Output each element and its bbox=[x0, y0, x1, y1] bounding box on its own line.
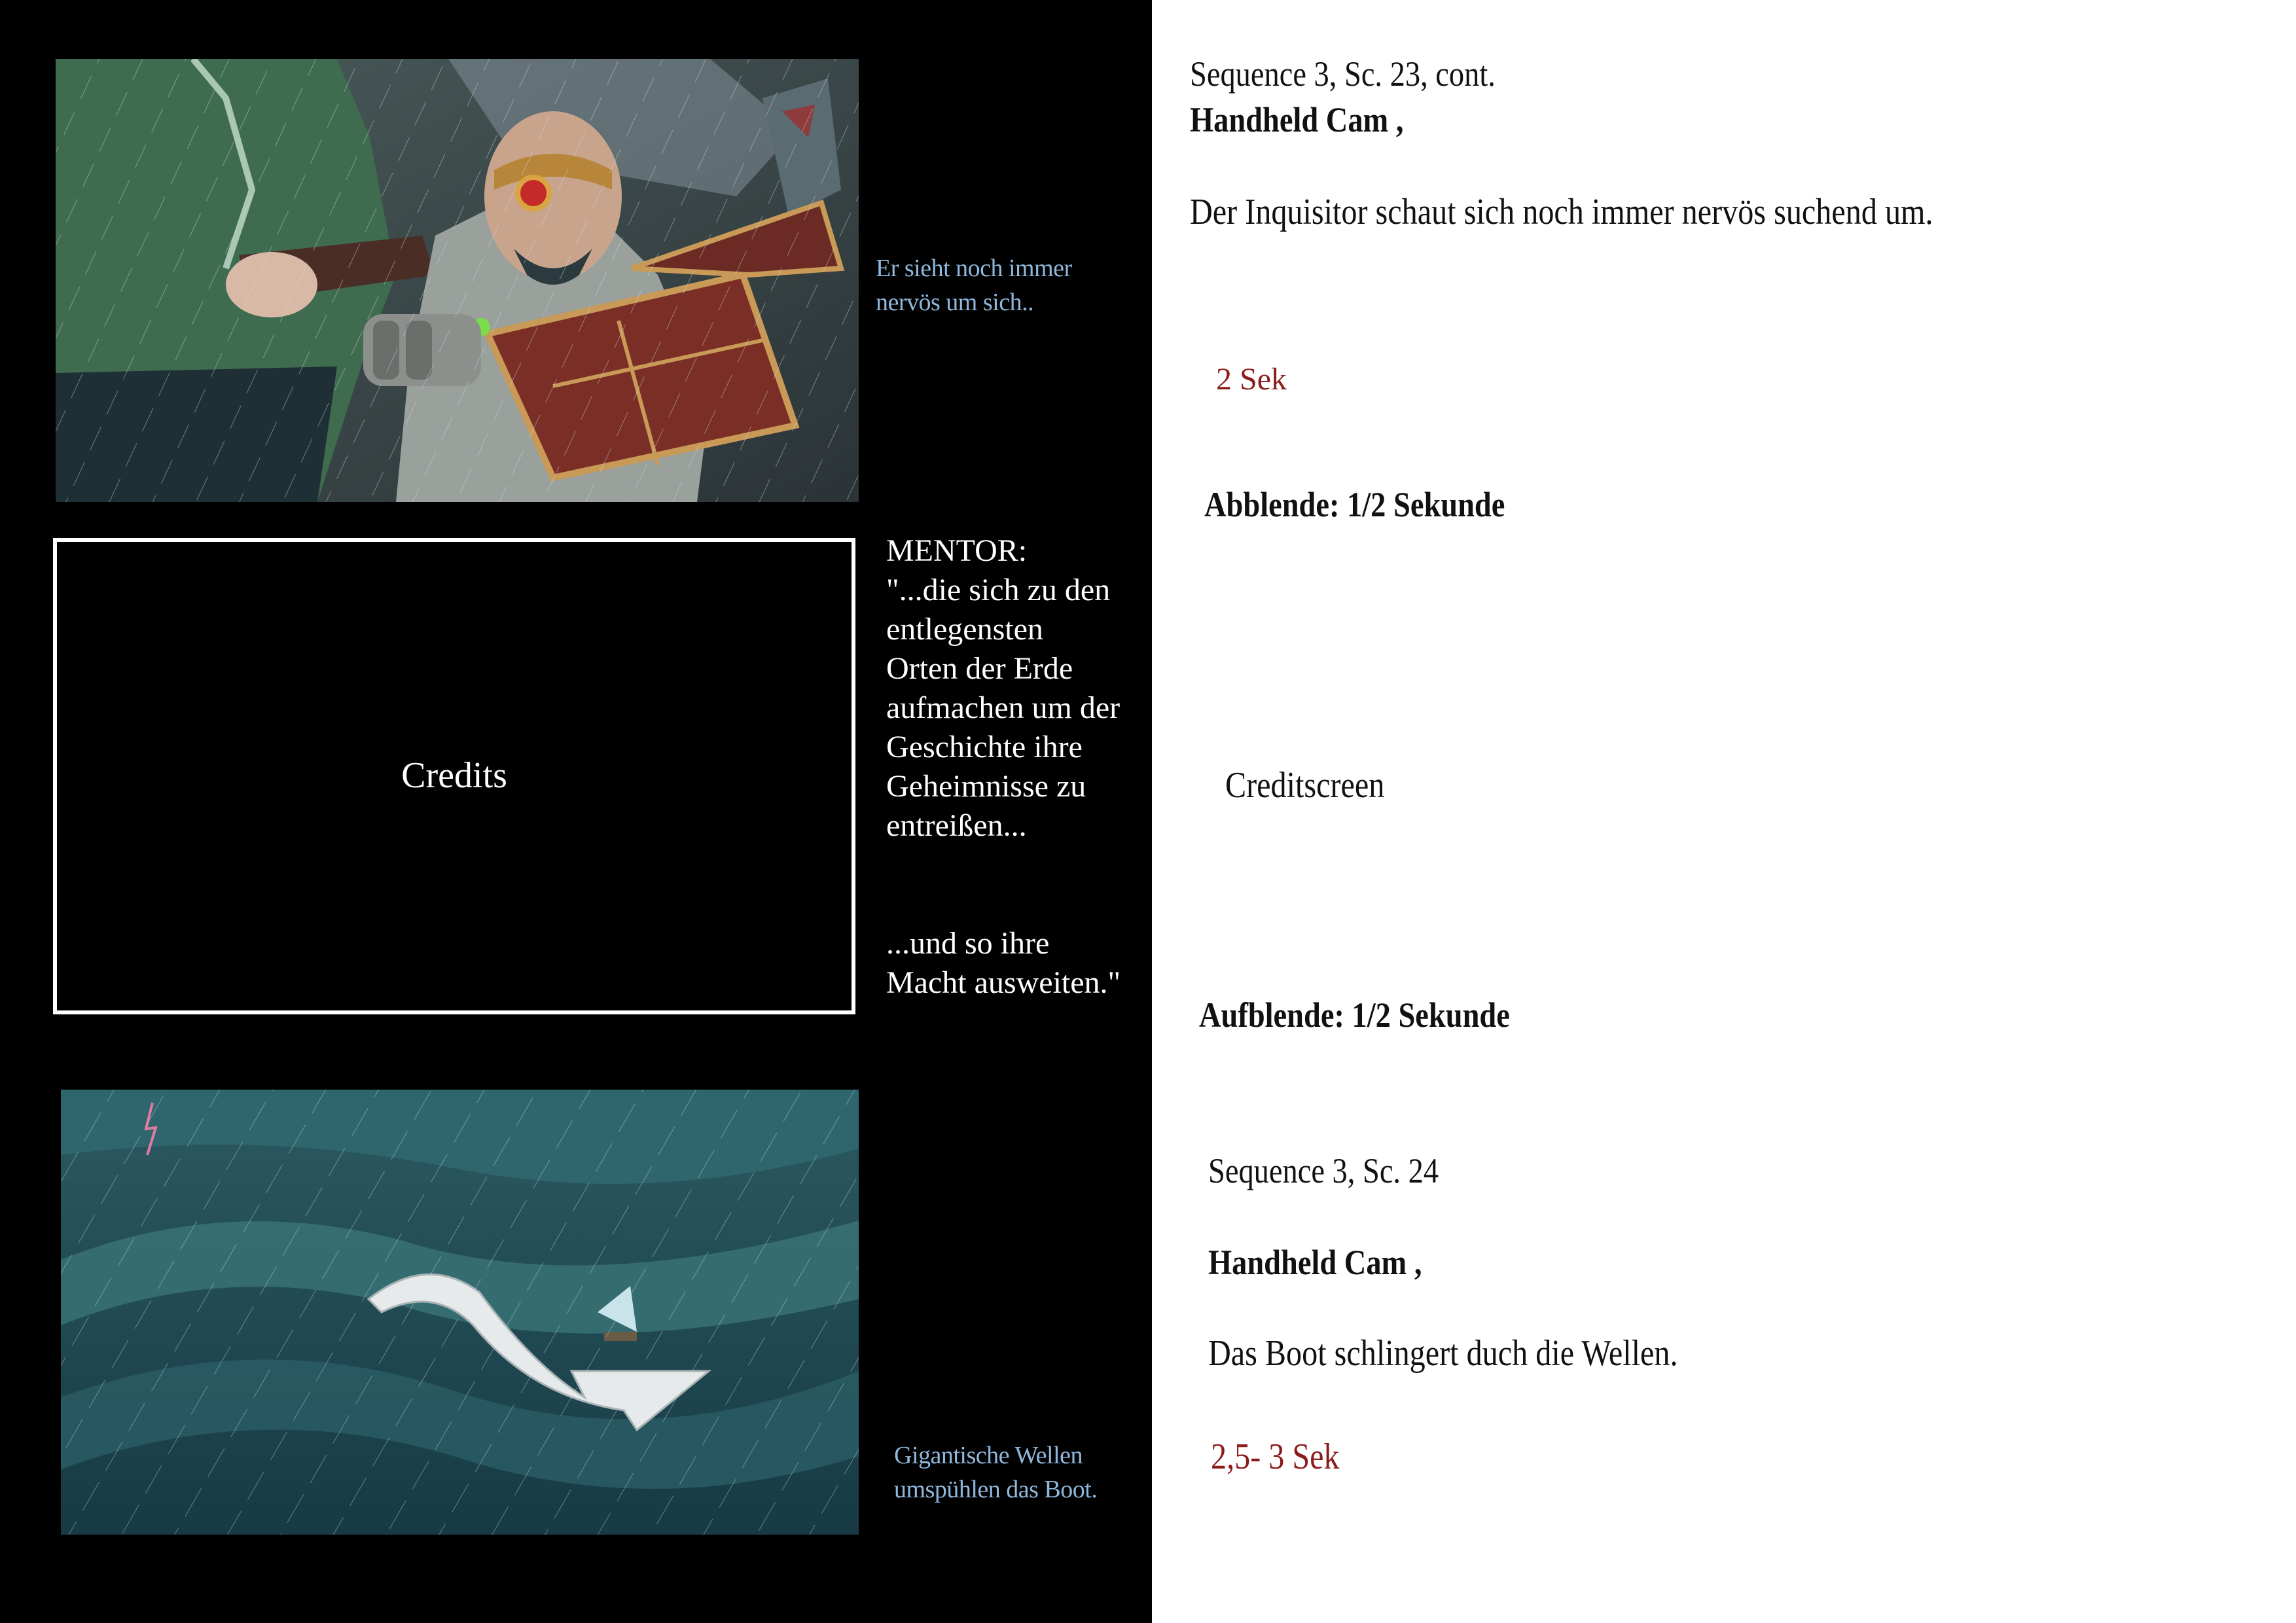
frame3-note bbox=[894, 1438, 1097, 1507]
frame1-note bbox=[876, 251, 1072, 319]
credits-label: Credits bbox=[401, 755, 507, 796]
seq24-duration: 2,5- 3 Sek bbox=[1211, 1436, 1340, 1477]
storyboard-frame-inquisitor bbox=[56, 59, 859, 502]
inquisitor-illustration bbox=[56, 59, 859, 502]
dialog-line: "...die sich zu den bbox=[886, 573, 1111, 607]
seq23-camera: Handheld Cam , bbox=[1190, 100, 1404, 139]
seq23-action: Der Inquisitor schaut sich noch immer nervös suchend um. bbox=[1190, 192, 1933, 232]
dialog-line bbox=[886, 885, 1121, 924]
storyboard-frame-credits bbox=[53, 538, 855, 1014]
dialog-line: Macht ausweiten." bbox=[886, 965, 1121, 1000]
storyboard-frame-waves bbox=[61, 1090, 859, 1535]
seq24-heading: Sequence 3, Sc. 24 bbox=[1208, 1151, 1439, 1190]
dialog-line: aufmachen um der bbox=[886, 690, 1121, 725]
seq24-action: Das Boot schlingert duch die Wellen. bbox=[1208, 1333, 1678, 1374]
seq23-heading: Sequence 3, Sc. 23, cont. bbox=[1190, 54, 1496, 94]
note-line: Gigantische Wellen bbox=[894, 1442, 1083, 1469]
dialog-line: Orten der Erde bbox=[886, 651, 1073, 686]
fade-in: Aufblende: 1/2 Sekunde bbox=[1199, 995, 1510, 1035]
dialog-line bbox=[886, 846, 1121, 885]
fade-out: Abblende: 1/2 Sekunde bbox=[1204, 485, 1505, 524]
dialog-line: entlegensten bbox=[886, 612, 1043, 647]
note-line: nervös um sich.. bbox=[876, 289, 1034, 316]
dialog-line: ...und so ihre bbox=[886, 926, 1050, 961]
credit-screen: Creditscreen bbox=[1225, 765, 1385, 806]
note-line: Er sieht noch immer bbox=[876, 255, 1072, 282]
mentor-dialog bbox=[886, 531, 1121, 1003]
note-line: umspühlen das Boot. bbox=[894, 1476, 1098, 1503]
dialog-line: Geschichte ihre bbox=[886, 730, 1083, 764]
seq24-camera: Handheld Cam , bbox=[1208, 1243, 1422, 1282]
seq23-duration: 2 Sek bbox=[1216, 362, 1287, 397]
dialog-line: MENTOR: bbox=[886, 533, 1028, 568]
dialog-line: Geheimnisse zu bbox=[886, 769, 1086, 804]
dialog-line: entreißen... bbox=[886, 808, 1027, 843]
waves-illustration bbox=[61, 1090, 859, 1535]
